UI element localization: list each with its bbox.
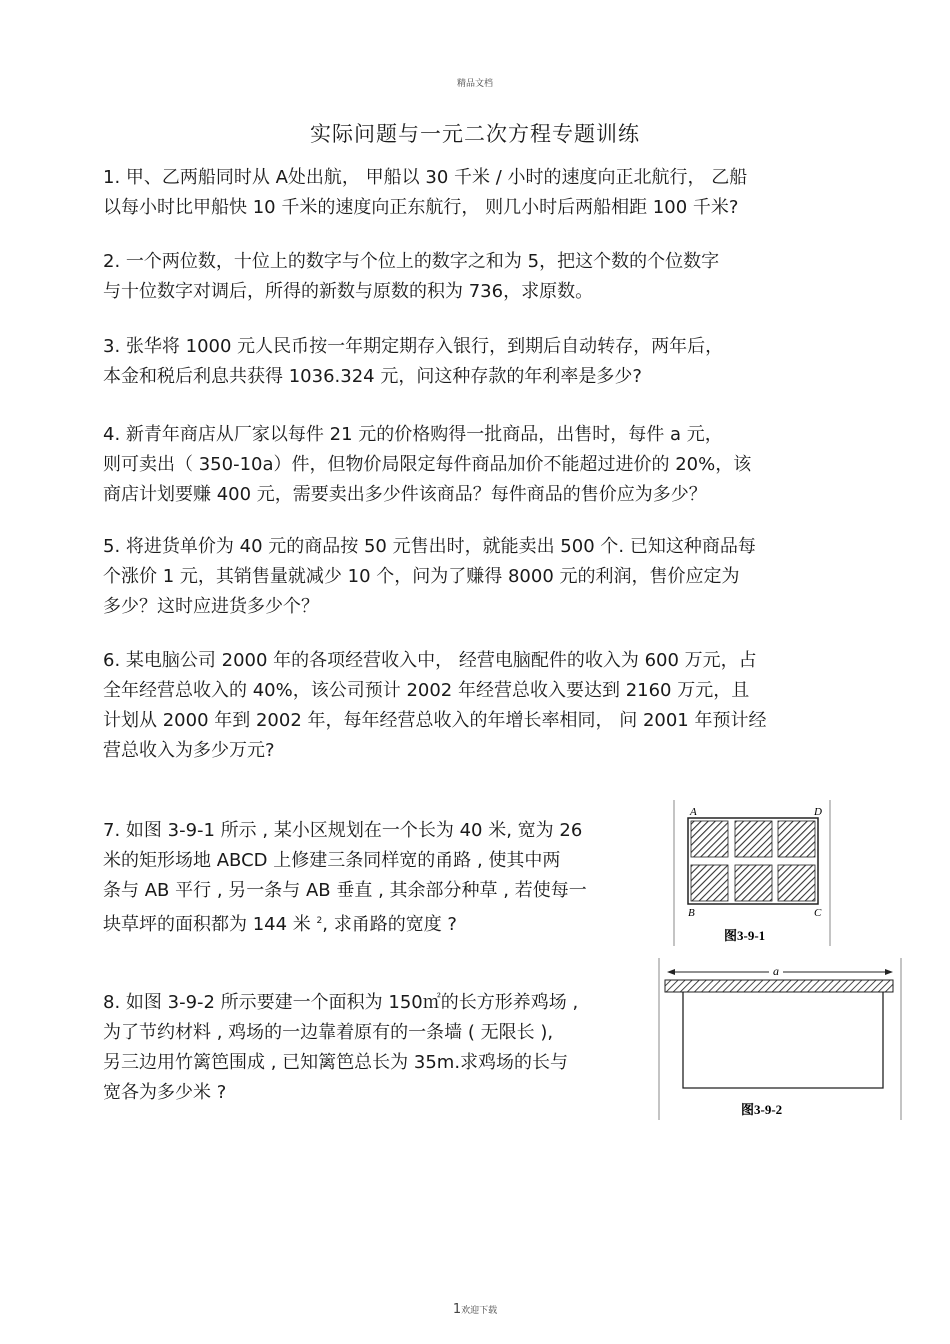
- question-3: [103, 332, 723, 392]
- corner-label-c: C: [814, 907, 822, 919]
- question-line: 营总收入为多少万元?: [103, 740, 275, 761]
- question-line: 商店计划要赚 400 元，需要卖出多少件该商品？每件商品的售价应为多少？: [103, 484, 707, 505]
- chicken-coop-diagram: [657, 958, 905, 1122]
- grass-plot: [735, 865, 772, 901]
- corner-label-d: D: [814, 806, 822, 818]
- grass-plot: [778, 821, 815, 857]
- grass-plot: [691, 865, 728, 901]
- question-line: 条与 AB 平行 , 另一条与 AB 垂直 , 其余部分种草 , 若使每一: [103, 880, 587, 901]
- question-line: 7. 如图 3-9-1 所示 , 某小区规划在一个长为 40 米, 宽为 26: [103, 820, 583, 841]
- question-5: [103, 532, 756, 622]
- figure-caption: 图3-9-1: [724, 928, 766, 943]
- superscript: 2: [316, 916, 323, 926]
- figure-3-9-2: [657, 958, 905, 1122]
- corner-label-b: B: [688, 907, 695, 919]
- question-line: 本金和税后利息共获得 1036.324 元，问这种存款的年利率是多少?: [103, 366, 642, 387]
- page-header: 精品文档: [456, 79, 493, 89]
- figure-caption: 图3-9-2: [741, 1102, 783, 1117]
- question-line: 另三边用竹篱笆围成 , 已知篱笆总长为 35m.求鸡场的长与: [103, 1052, 569, 1073]
- footer-text: 欢迎下载: [461, 1306, 498, 1316]
- question-line: 以每小时比甲船快 10 千米的速度向正东航行， 则几小时后两船相距 100 千米?: [103, 197, 739, 218]
- figure-3-9-1: [672, 800, 834, 950]
- grass-plot: [735, 821, 772, 857]
- question-line: 为了节约材料 , 鸡场的一边靠着原有的一条墙 ( 无限长 ),: [103, 1022, 554, 1043]
- question-7: [103, 816, 587, 936]
- question-line: 与十位数字对调后，所得的新数与原数的积为 736，求原数。: [103, 281, 594, 302]
- question-6: [103, 646, 766, 766]
- question-line: 多少？这时应进货多少个？: [103, 596, 319, 617]
- grass-plot: [778, 865, 815, 901]
- question-line: 1. 甲、乙两船同时从 A处出航， 甲船以 30 千米 / 小时的速度向正北航行， 乙船: [103, 167, 748, 188]
- grass-plot-diagram: [672, 800, 834, 950]
- page-number: 1: [452, 1302, 462, 1317]
- page-footer: [0, 1302, 950, 1317]
- question-text: 块草坪的面积都为 144 米: [103, 914, 317, 935]
- page-title: 实际问题与一元二次方程专题训练: [310, 122, 640, 146]
- dimension-label: a: [773, 964, 779, 978]
- question-text: , 求甬路的宽度 ?: [322, 914, 457, 935]
- question-8: [103, 988, 578, 1108]
- question-4: [103, 420, 751, 510]
- question-line: 6. 某电脑公司 2000 年的各项经营收入中， 经营电脑配件的收入为 600 万元，占: [103, 650, 757, 671]
- question-line: 则可卖出（ 350-10a）件，但物价局限定每件商品加价不能超过进价的 20%，该: [103, 454, 752, 475]
- question-line: 8. 如图 3-9-2 所示要建一个面积为 150㎡的长方形养鸡场 ,: [103, 992, 579, 1013]
- question-line: 5. 将进货单价为 40 元的商品按 50 元售出时，就能卖出 500 个. 已知这种商品每: [103, 536, 756, 557]
- fence: [683, 992, 883, 1088]
- wall: [665, 980, 893, 992]
- question-line: 2. 一个两位数，十位上的数字与个位上的数字之和为 5，把这个数的个位数字: [103, 251, 720, 272]
- question-line: 3. 张华将 1000 元人民币按一年期定期存入银行，到期后自动转存，两年后，: [103, 336, 724, 357]
- question-line: 米的矩形场地 ABCD 上修建三条同样宽的甬路 , 使其中两: [103, 850, 561, 871]
- question-line: 个涨价 1 元，其销售量就减少 10 个，问为了赚得 8000 元的利润，售价应定为: [103, 566, 740, 587]
- question-line: 全年经营总收入的 40%，该公司预计 2002 年经营总收入要达到 2160 万元，且: [103, 680, 750, 701]
- question-2: [103, 247, 719, 307]
- grass-plot: [691, 821, 728, 857]
- question-1: [103, 163, 747, 223]
- question-line: 4. 新青年商店从厂家以每件 21 元的价格购得一批商品，出售时，每件 a 元，: [103, 424, 723, 445]
- question-line-last: [103, 906, 587, 936]
- question-line: 宽各为多少米 ?: [103, 1082, 227, 1103]
- corner-label-a: A: [690, 806, 697, 818]
- question-line: 计划从 2000 年到 2002 年，每年经营总收入的年增长率相同， 问 2001 年预计经: [103, 710, 767, 731]
